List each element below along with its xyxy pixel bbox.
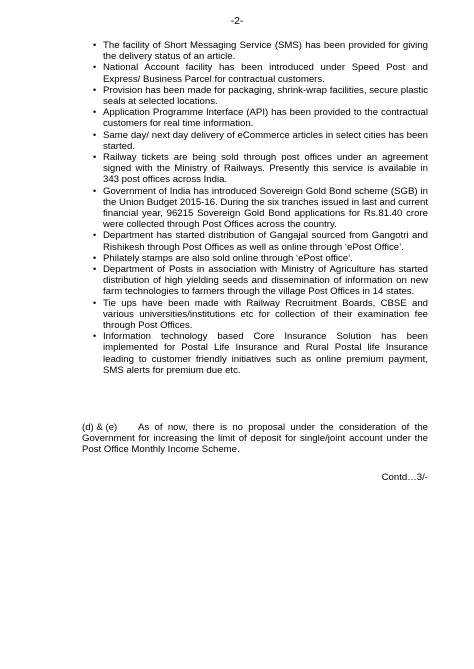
bullet-icon: • xyxy=(93,297,97,308)
bullet-icon: • xyxy=(93,84,97,95)
continued-marker: Contd…3/- xyxy=(381,472,428,483)
bullet-icon: • xyxy=(93,230,97,241)
list-item xyxy=(93,107,428,130)
list-item-text: The facility of Short Messaging Service (SMS) has been provided for giving the delivery status of an article. xyxy=(103,40,428,63)
list-item xyxy=(93,297,428,332)
bullet-icon: • xyxy=(93,264,97,275)
list-item-text: National Account facility has been introduced under Speed Post and Express/ Business Parcel for contractual customers. xyxy=(103,62,428,85)
list-item xyxy=(93,252,428,264)
bullet-icon: • xyxy=(93,129,97,140)
bullet-icon: • xyxy=(93,185,97,196)
page-number: -2- xyxy=(230,15,244,27)
bullet-list xyxy=(93,40,428,376)
list-item xyxy=(93,129,428,152)
list-item-text: Department of Posts in association with Ministry of Agriculture has started distribution of high yielding seeds and dissemination of information on new farm technologies to farmers through the village Post Offices in 14 states. xyxy=(103,264,428,298)
list-item xyxy=(93,84,428,108)
list-item-text: Provision has been made for packaging, shrink-wrap facilities, secure plastic seals at selected locations. xyxy=(103,84,428,108)
list-item-text: Application Programme Interface (API) has been provided to the contractual customers for real time information. xyxy=(103,107,428,130)
bullet-icon: • xyxy=(93,107,97,118)
list-item xyxy=(93,230,428,253)
list-item-text: Philately stamps are also sold online through ‘ePost office’. xyxy=(103,252,353,264)
list-item-text: Tie ups have been made with Railway Recruitment Boards, CBSE and various universities/institutions etc for collection of their examination fee through Post Offices. xyxy=(103,297,428,332)
list-item-text: Information technology based Core Insurance Solution has been implemented for Postal Life Insurance and Rural Postal life Insurance leading to customer friendly initiatives such as online premium payment, SMS alerts for premium due etc. xyxy=(103,331,428,376)
bullet-icon: • xyxy=(93,62,97,73)
bullet-icon: • xyxy=(93,152,97,163)
list-item-text: Railway tickets are being sold through post offices under an agreement signed with the Ministry of Railways. Presently this service is available in 343 post offices across India. xyxy=(103,152,428,186)
list-item xyxy=(93,264,428,298)
answer-label: (d) & (e) xyxy=(82,422,118,433)
bullet-icon: • xyxy=(93,252,97,263)
list-item-text: Government of India has introduced Sovereign Gold Bond scheme (SGB) in the Union Budget 2015-16. During the six tranches issued in last and current financial year, 96215 Sovereign Gold Bond applications for Rs.81.40 crore were collected through Post Offices across the country. xyxy=(103,185,428,231)
list-item-text: Department has started distribution of Gangajal sourced from Gangotri and Rishikesh through Post Offices as well as online through ‘ePost Office’. xyxy=(103,230,428,253)
answer-paragraph-d-e xyxy=(82,422,428,456)
answer-text: As of now, there is no proposal under the consideration of the Government for increasing the limit of deposit for single/joint account under the Post Office Monthly Income Scheme. xyxy=(82,422,428,456)
list-item xyxy=(93,152,428,186)
list-item xyxy=(93,331,428,376)
bullet-icon: • xyxy=(93,331,97,342)
list-item xyxy=(93,62,428,85)
bullet-icon: • xyxy=(93,40,97,50)
list-item xyxy=(93,40,428,63)
list-item-text: Same day/ next day delivery of eCommerce articles in select cities has been started. xyxy=(103,129,428,152)
list-item xyxy=(93,185,428,231)
